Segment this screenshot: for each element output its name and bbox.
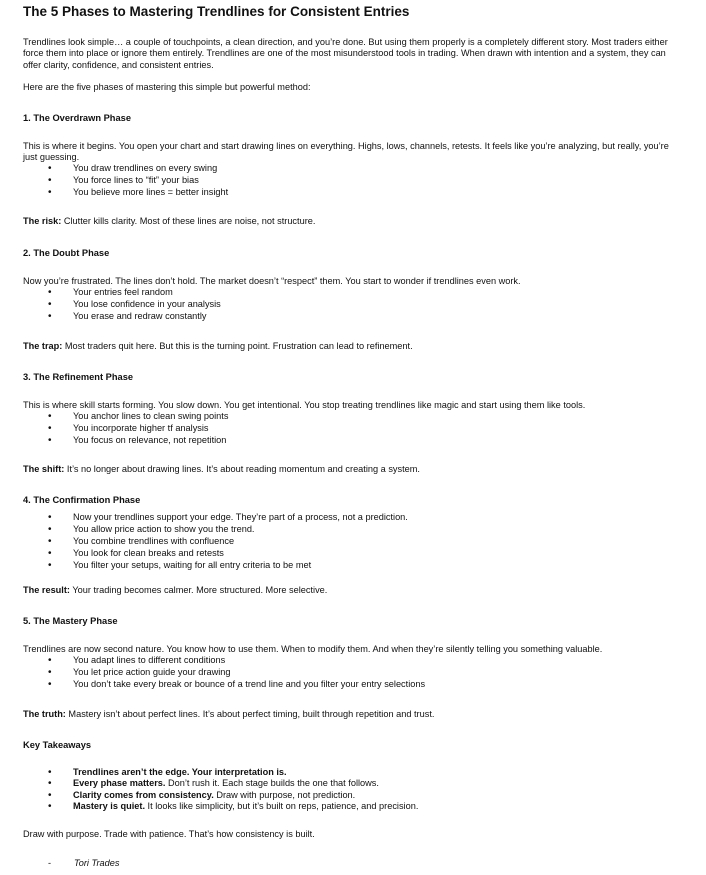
phase-1-note [23, 216, 678, 227]
note-label: The truth: [23, 709, 66, 719]
phase-3-note [23, 464, 678, 475]
intro-paragraph: Trendlines look simple… a couple of touchpoints, a clean direction, and you’re done. But using them properly is a completely different story. Most traders either force them into place or ignore them entirely. Trendlines are one of the most misunderstood tools in trading. When drawn with intention and a system, they can offer clarity, confidence, and consistent entries. [23, 37, 668, 70]
list-item: • You look for clean breaks and retests [23, 548, 408, 560]
phase-3-bullets [23, 411, 228, 447]
takeaways-heading: Key Takeaways [23, 740, 92, 750]
list-item: • You anchor lines to clean swing points [23, 411, 228, 423]
phase-4-bullets [23, 512, 408, 572]
takeaways-list [23, 767, 418, 813]
list-item: • You let price action guide your drawing [23, 667, 425, 679]
page-title: The 5 Phases to Mastering Trendlines for Consistent Entries [23, 4, 410, 19]
list-item: • Every phase matters. Don’t rush it. Each stage builds the one that follows. [23, 778, 418, 789]
phase-3-heading: 3. The Refinement Phase [23, 372, 134, 382]
note-label: The trap: [23, 341, 63, 351]
signature-name: Tori Trades [74, 858, 120, 868]
list-item: • You lose confidence in your analysis [23, 299, 221, 311]
phase-2-text: Now you’re frustrated. The lines don’t hold. The market doesn’t “respect” them. You start to wonder if trendlines even work. [23, 276, 521, 286]
phase-3-text: This is where skill starts forming. You slow down. You get intentional. You stop treating trendlines like magic and start using them like tools. [23, 400, 586, 410]
phase-1-heading: 1. The Overdrawn Phase [23, 113, 131, 123]
note-label: The shift: [23, 464, 65, 474]
signature-dash: - [48, 858, 52, 868]
list-item: • You incorporate higher tf analysis [23, 423, 228, 435]
note-label: The result: [23, 585, 70, 595]
list-item: • Your entries feel random [23, 287, 221, 299]
note-label: The risk: [23, 216, 62, 226]
note-text: It’s no longer about drawing lines. It’s about reading momentum and creating a system. [64, 464, 420, 474]
lead-paragraph: Here are the five phases of mastering this simple but powerful method: [23, 82, 311, 92]
list-item: • Clarity comes from consistency. Draw with purpose, not prediction. [23, 790, 418, 801]
phase-4-note [23, 585, 678, 596]
list-item: • Mastery is quiet. It looks like simplicity, but it’s built on reps, patience, and precision. [23, 801, 418, 812]
list-item: • You filter your setups, waiting for all entry criteria to be met [23, 560, 408, 572]
note-text: Mastery isn’t about perfect lines. It’s about perfect timing, built through repetition and trust. [65, 709, 435, 719]
list-item: • Trendlines aren’t the edge. Your interpretation is. [23, 767, 418, 778]
list-item: • You adapt lines to different conditions [23, 655, 425, 667]
phase-5-text: Trendlines are now second nature. You know how to use them. When to modify them. And when they’re silently telling you something valuable. [23, 644, 603, 654]
phase-2-note [23, 341, 678, 352]
phase-2-bullets [23, 287, 221, 323]
list-item: • You force lines to “fit” your bias [23, 175, 228, 187]
note-text: Most traders quit here. But this is the turning point. Frustration can lead to refinement. [62, 341, 413, 351]
phase-5-bullets [23, 655, 425, 691]
list-item: • You allow price action to show you the trend. [23, 524, 408, 536]
list-item: • Now your trendlines support your edge. They’re part of a process, not a prediction. [23, 512, 408, 524]
phase-2-heading: 2. The Doubt Phase [23, 248, 110, 258]
phase-1-text: This is where it begins. You open your chart and start drawing lines on everything. Highs, lows, channels, retests. It feels like you’re analyzing, but really, you’re just guessing. [23, 141, 669, 163]
list-item: • You erase and redraw constantly [23, 311, 221, 323]
phase-5-heading: 5. The Mastery Phase [23, 616, 118, 626]
list-item: • You focus on relevance, not repetition [23, 435, 228, 447]
phase-4-heading: 4. The Confirmation Phase [23, 495, 141, 505]
closing-line: Draw with purpose. Trade with patience. That’s how consistency is built. [23, 829, 315, 839]
list-item: • You combine trendlines with confluence [23, 536, 408, 548]
phase-1-bullets [23, 163, 228, 199]
list-item: • You don’t take every break or bounce of a trend line and you filter your entry selections [23, 679, 425, 691]
list-item: • You believe more lines = better insight [23, 187, 228, 199]
note-text: Your trading becomes calmer. More structured. More selective. [69, 585, 328, 595]
list-item: • You draw trendlines on every swing [23, 163, 228, 175]
phase-5-note [23, 709, 678, 720]
note-text: Clutter kills clarity. Most of these lines are noise, not structure. [61, 216, 316, 226]
